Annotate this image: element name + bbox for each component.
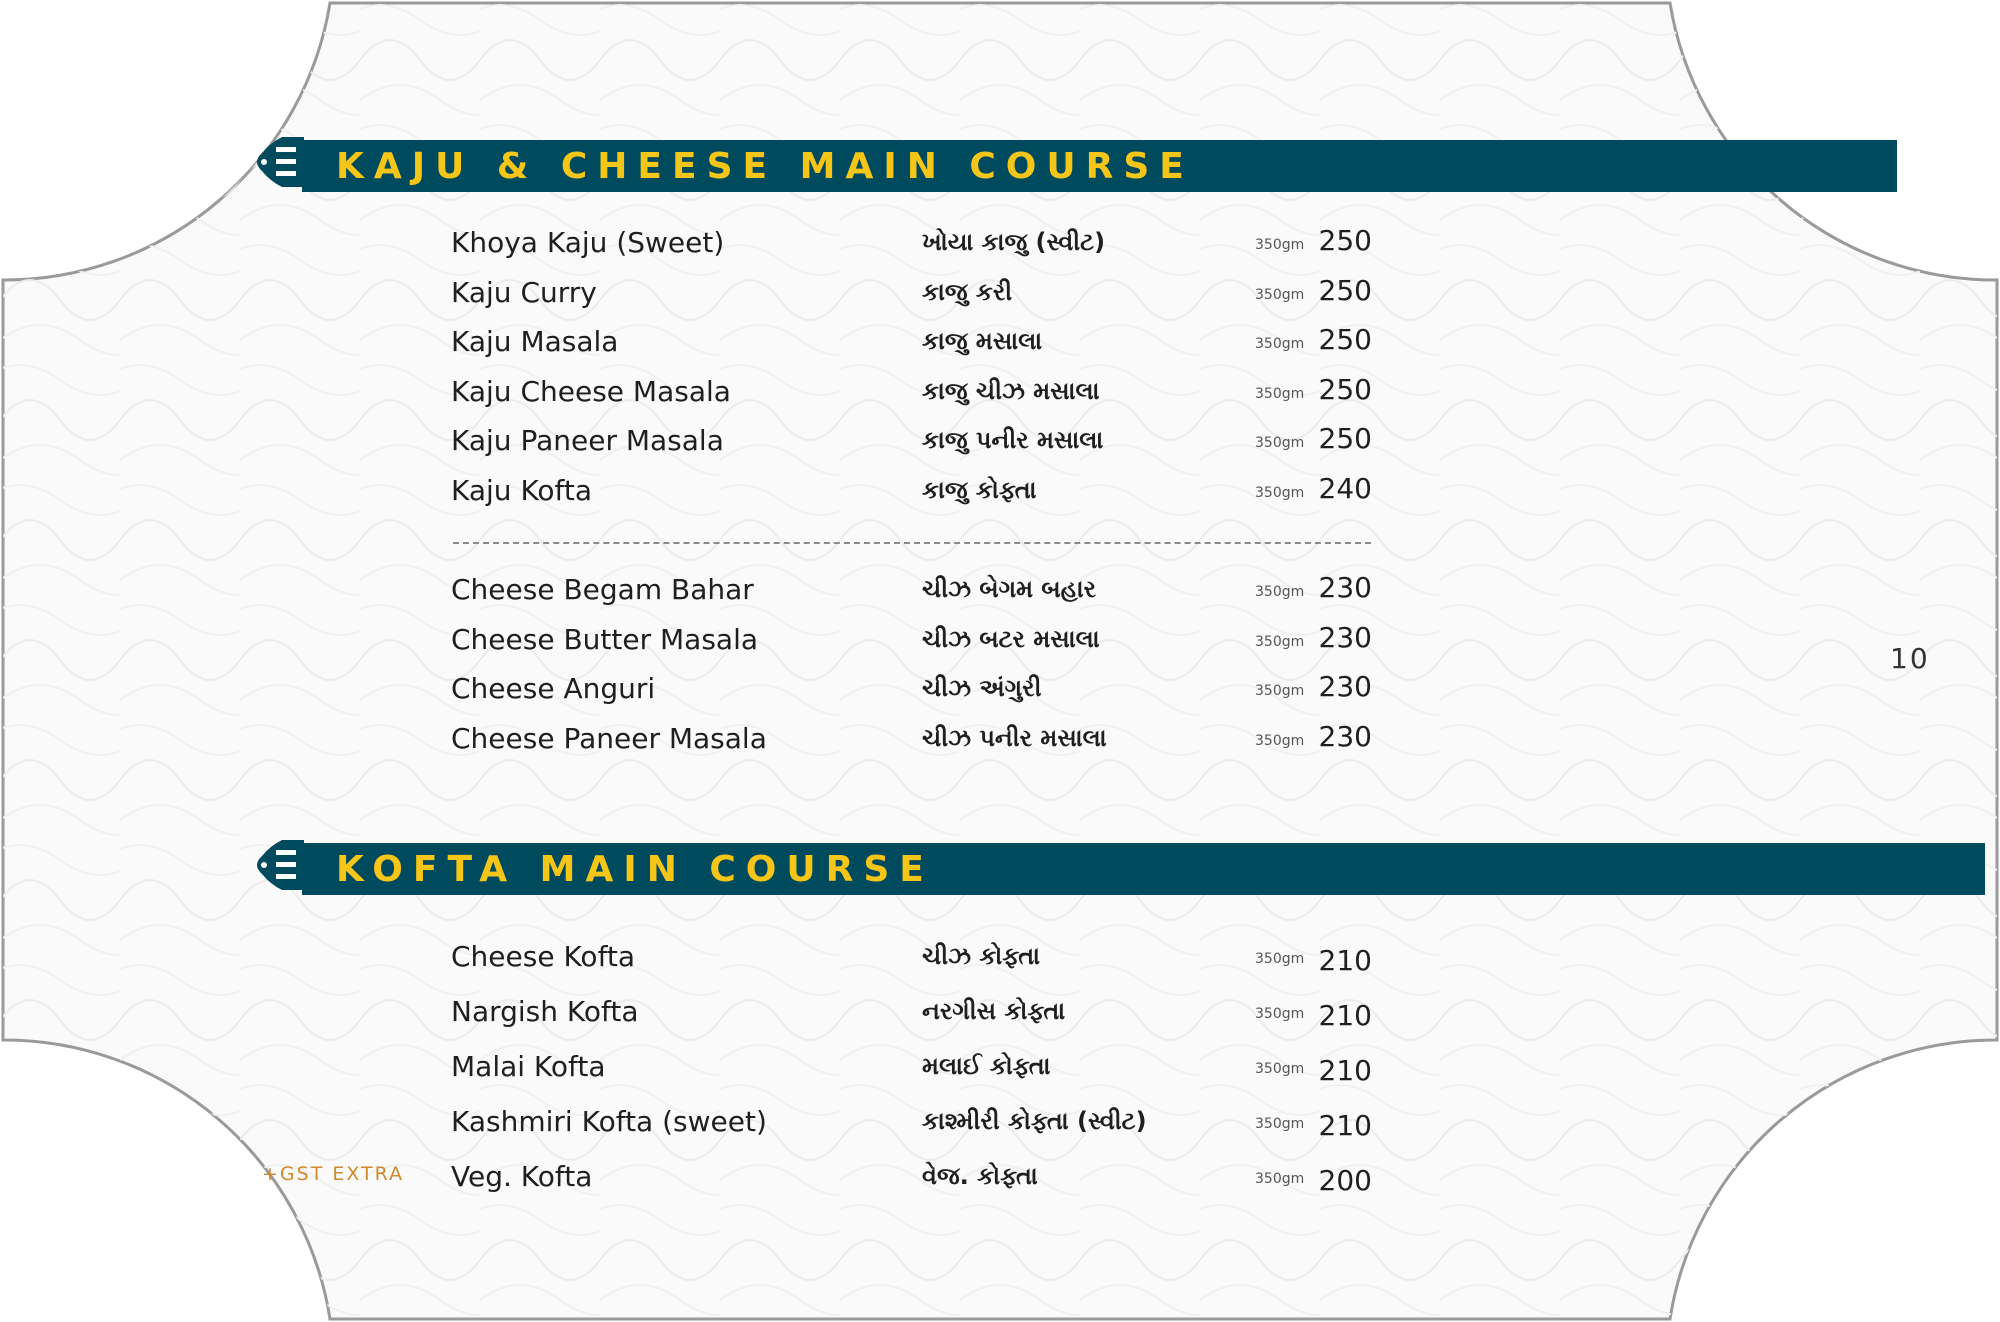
- item-name-gujarati: ચીઝ અંગુરી: [922, 674, 1042, 702]
- menu-item: [0, 325, 2000, 365]
- item-quantity: 350gm: [1255, 1061, 1305, 1077]
- menu-item: [0, 1050, 2000, 1090]
- item-name: Kaju Kofta: [451, 474, 593, 507]
- item-price: 200: [1318, 1164, 1372, 1197]
- section-title: KAJU & CHEESE MAIN COURSE: [336, 145, 1194, 187]
- item-quantity: 350gm: [1255, 1006, 1305, 1022]
- item-quantity: 350gm: [1255, 336, 1305, 352]
- item-price: 250: [1318, 224, 1372, 257]
- item-price: 210: [1318, 999, 1372, 1032]
- menu-item: [0, 276, 2000, 316]
- item-name-gujarati: કાશ્મીરી કોફ્તા (સ્વીટ): [922, 1107, 1147, 1135]
- item-name-gujarati: વેજ. કોફ્તા: [922, 1162, 1038, 1190]
- item-name: Kaju Paneer Masala: [451, 424, 724, 457]
- item-quantity: 350gm: [1255, 951, 1305, 967]
- section-ornament-icon: [252, 137, 304, 187]
- item-quantity: 350gm: [1255, 634, 1305, 650]
- item-price: 210: [1318, 1109, 1372, 1142]
- item-price: 230: [1318, 670, 1372, 703]
- item-name-gujarati: મલાઈ કોફ્તા: [922, 1052, 1051, 1080]
- item-name-gujarati: ખોયા કાજુ (સ્વીટ): [922, 228, 1106, 256]
- menu-item: [0, 623, 2000, 663]
- item-quantity: 350gm: [1255, 435, 1305, 451]
- item-quantity: 350gm: [1255, 485, 1305, 501]
- item-name: Kaju Cheese Masala: [451, 375, 731, 408]
- menu-item: [0, 424, 2000, 464]
- section-title: KOFTA MAIN COURSE: [336, 848, 934, 890]
- item-name: Cheese Begam Bahar: [451, 573, 754, 606]
- item-name: Veg. Kofta: [451, 1160, 593, 1193]
- item-name-gujarati: કાજુ મસાલા: [922, 327, 1043, 355]
- item-name-gujarati: ચીઝ કોફ્તા: [922, 942, 1040, 970]
- tax-note: +GST EXTRA: [262, 1163, 405, 1185]
- menu-item: [0, 995, 2000, 1035]
- item-quantity: 350gm: [1255, 733, 1305, 749]
- item-name-gujarati: ચીઝ બટર મસાલા: [922, 625, 1100, 653]
- section-header-kaju-cheese: [302, 140, 1897, 192]
- section-ornament-icon: [252, 840, 304, 890]
- item-price: 250: [1318, 323, 1372, 356]
- item-name-gujarati: નરગીસ કોફ્તા: [922, 997, 1066, 1025]
- menu-item: [0, 672, 2000, 712]
- dashed-divider: [453, 542, 1371, 544]
- item-quantity: 350gm: [1255, 1171, 1305, 1187]
- item-name: Kashmiri Kofta (sweet): [451, 1105, 767, 1138]
- item-price: 250: [1318, 373, 1372, 406]
- item-name: Kaju Curry: [451, 276, 597, 309]
- item-price: 250: [1318, 422, 1372, 455]
- item-price: 240: [1318, 472, 1372, 505]
- item-quantity: 350gm: [1255, 237, 1305, 253]
- menu-item: [0, 722, 2000, 762]
- item-quantity: 350gm: [1255, 386, 1305, 402]
- menu-item: [0, 375, 2000, 415]
- menu-item: [0, 226, 2000, 266]
- page-number: 10: [1890, 642, 1930, 675]
- item-price: 210: [1318, 944, 1372, 977]
- item-quantity: 350gm: [1255, 683, 1305, 699]
- item-price: 250: [1318, 274, 1372, 307]
- menu-item: [0, 1105, 2000, 1145]
- item-name: Malai Kofta: [451, 1050, 606, 1083]
- item-name-gujarati: ચીઝ બેગમ બહાર: [922, 575, 1097, 603]
- item-name-gujarati: કાજુ કરી: [922, 278, 1013, 306]
- section-header-kofta: [302, 843, 1985, 895]
- menu-item: [0, 940, 2000, 980]
- item-price: 230: [1318, 720, 1372, 753]
- item-name: Kaju Masala: [451, 325, 619, 358]
- item-name: Cheese Anguri: [451, 672, 656, 705]
- item-name: Cheese Paneer Masala: [451, 722, 767, 755]
- item-name-gujarati: કાજુ ચીઝ મસાલા: [922, 377, 1100, 405]
- item-name-gujarati: કાજુ કોફ્તા: [922, 476, 1037, 504]
- menu-item: [0, 474, 2000, 514]
- item-name: Nargish Kofta: [451, 995, 639, 1028]
- item-name-gujarati: કાજુ પનીર મસાલા: [922, 426, 1104, 454]
- item-name: Cheese Butter Masala: [451, 623, 759, 656]
- item-quantity: 350gm: [1255, 584, 1305, 600]
- item-quantity: 350gm: [1255, 287, 1305, 303]
- item-price: 230: [1318, 571, 1372, 604]
- item-quantity: 350gm: [1255, 1116, 1305, 1132]
- item-name: Khoya Kaju (Sweet): [451, 226, 725, 259]
- item-name-gujarati: ચીઝ પનીર મસાલા: [922, 724, 1107, 752]
- item-name: Cheese Kofta: [451, 940, 636, 973]
- item-price: 230: [1318, 621, 1372, 654]
- item-price: 210: [1318, 1054, 1372, 1087]
- menu-item: [0, 573, 2000, 613]
